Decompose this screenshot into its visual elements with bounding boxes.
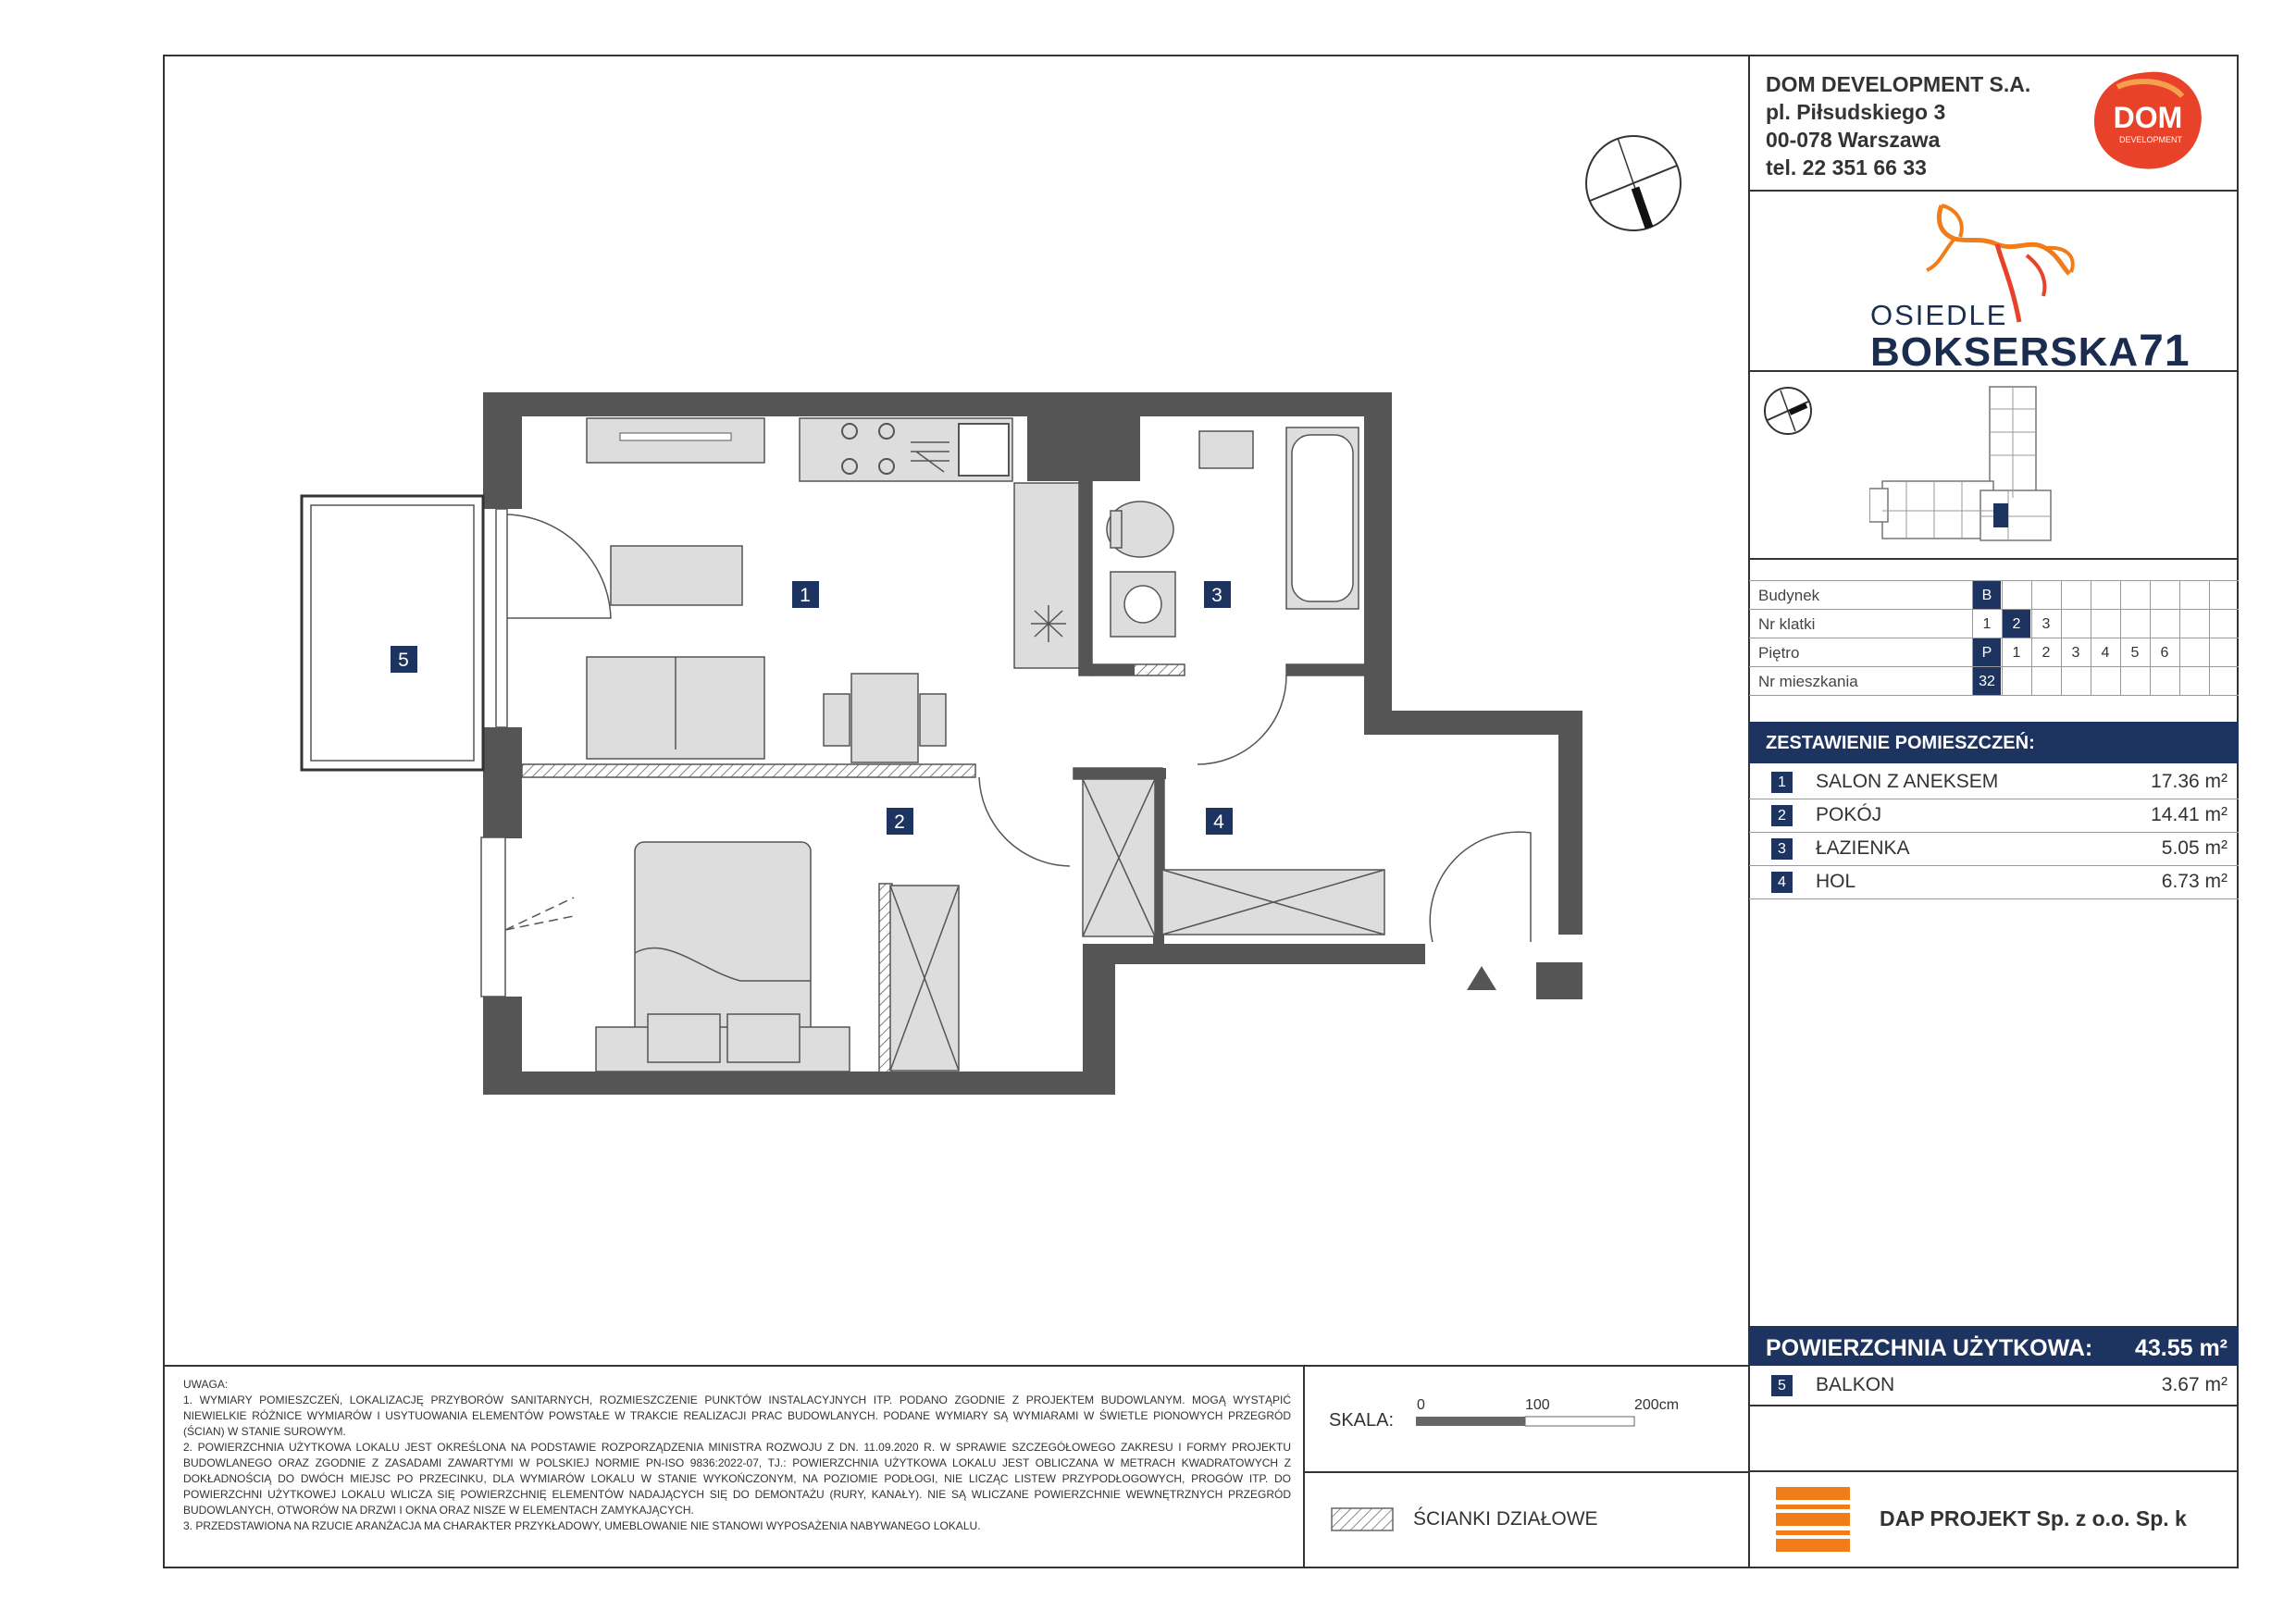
location-grid-cell: 1 <box>1972 610 2001 638</box>
scale-tick-0: 0 <box>1417 1397 1425 1413</box>
building-key-plan <box>1869 381 2073 553</box>
location-grid-cell <box>2120 610 2149 638</box>
notes-top-line <box>163 1365 1750 1367</box>
location-grid-cell <box>2120 667 2149 696</box>
location-grid-cell: 1 <box>2002 638 2030 667</box>
company-city: 00-078 Warszawa <box>1766 128 1941 152</box>
location-grid-cell: 32 <box>1972 667 2001 696</box>
balcony-row <box>1749 1369 2239 1402</box>
location-grid-cell <box>2002 581 2030 610</box>
note-1: 1. WYMIARY POMIESZCZEŃ, LOKALIZACJĘ PRZYBORÓW SANITARNYCH, ROZMIESZCZENIE PUNKTÓW INSTALACYJNYCH ITP. PODANO ZGODNIE Z PROJEKTEM BUDOWLANYM. MOGĄ WYSTĄPIĆ NIEWIELKIE RÓŻNICE WYMIARÓW I USYTUOWANIA ELEMENTÓW POWSTAŁE W TRAKCIE REALIZACJI PRAC BUDOWLANYCH. PODANE WYMIARY SĄ WYMIARAMI W ŚWIETLE PIONOWYCH PRZEGRÓD (ŚCIAN) W STANIE SUROWYM. <box>183 1394 1291 1438</box>
plan-label-1: 1 <box>800 585 811 606</box>
balcony-divider <box>1749 1405 2239 1406</box>
location-grid-label: Nr klatki <box>1758 615 1816 633</box>
location-grid-cell <box>2031 667 2060 696</box>
designer-divider <box>1749 1470 2239 1472</box>
location-grid-cell <box>2061 610 2090 638</box>
project-name-number: 71 <box>2139 327 2191 376</box>
location-grid-cell <box>2179 581 2208 610</box>
room-name: SALON Z ANEKSEM <box>1816 771 1999 792</box>
project-name-word: BOKSERSKA <box>1870 329 2140 375</box>
location-grid-cell <box>2150 610 2178 638</box>
location-grid-cell <box>2209 638 2238 667</box>
location-grid-row <box>1749 609 2239 638</box>
location-grid-cell <box>2002 667 2030 696</box>
dap-logo-icon <box>1776 1487 1850 1552</box>
location-grid-bottom <box>1749 695 2239 696</box>
location-grid-cell <box>2061 581 2090 610</box>
room-area: 6.73 m² <box>2161 871 2228 892</box>
room-name: POKÓJ <box>1816 804 1882 825</box>
room-number: 4 <box>1771 872 1793 893</box>
project-name-line2 <box>1870 326 2191 377</box>
balcony-area: 3.67 m² <box>2161 1374 2228 1395</box>
location-grid-cell <box>2209 581 2238 610</box>
compass-icon <box>1582 132 1684 234</box>
location-grid-row <box>1749 638 2239 667</box>
location-grid-label: Budynek <box>1758 587 1820 604</box>
room-number: 2 <box>1771 805 1793 826</box>
company-name: DOM DEVELOPMENT S.A. <box>1766 72 2031 96</box>
location-grid-cell <box>2179 667 2208 696</box>
room-number: 3 <box>1771 838 1793 860</box>
location-grid-cell <box>2209 610 2238 638</box>
location-grid-cell <box>2031 581 2060 610</box>
logo-main-text: DOM <box>2113 101 2183 134</box>
plan-label-4: 4 <box>1213 812 1224 833</box>
location-grid-cell <box>2061 667 2090 696</box>
location-grid-cell: 5 <box>2120 638 2149 667</box>
company-info <box>1766 70 2030 181</box>
floor-plan <box>278 379 1610 1120</box>
total-area-value: 43.55 m² <box>2134 1335 2228 1361</box>
notes-divider <box>1303 1366 1305 1568</box>
room-area: 14.41 m² <box>2151 804 2228 825</box>
location-grid-cell: 3 <box>2061 638 2090 667</box>
room-area: 5.05 m² <box>2161 837 2228 859</box>
location-grid-cell <box>2179 610 2208 638</box>
location-grid-cell: 2 <box>2031 638 2060 667</box>
location-grid-cell <box>2091 581 2119 610</box>
location-grid-cell <box>2179 638 2208 667</box>
location-grid-cell <box>2091 667 2119 696</box>
compass-small-icon <box>1762 385 1814 437</box>
location-grid-cell <box>2209 667 2238 696</box>
room-row <box>1749 799 2239 833</box>
location-grid-cell: 2 <box>2002 610 2030 638</box>
company-street: pl. Piłsudskiego 3 <box>1766 100 1946 124</box>
designer-name: DAP PROJEKT Sp. z o.o. Sp. k <box>1880 1506 2187 1530</box>
room-name: HOL <box>1816 871 1856 892</box>
room-name: ŁAZIENKA <box>1816 837 1910 859</box>
location-grid-row <box>1749 580 2239 610</box>
dom-development-logo <box>2090 68 2206 172</box>
room-row <box>1749 832 2239 866</box>
plan-label-5: 5 <box>398 650 409 671</box>
notes-title: UWAGA: <box>183 1378 229 1391</box>
location-grid-cell: P <box>1972 638 2001 667</box>
note-2: 2. POWIERZCHNIA UŻYTKOWA LOKALU JEST OKREŚLONA NA PODSTAWIE ROZPORZĄDZENIA MINISTRA ROZWOJU Z DN. 11.09.2020 R. W SPRAWIE SZCZEGÓŁOWEGO ZAKRESU I FORMY PROJEKTU BUDOWLANEGO ORAZ ZGODNIE Z ZASADAMI ZAWARTYMI W POLSKIEJ NORMIE PN-ISO 9836:2022-07, TJ.: POWIERZCHNIA UŻYTKOWA LOKALU JEST OBLICZANA W METRACH KWADRATOWYCH Z DOKŁADNOŚCIĄ DO DWÓCH MIEJSC PO PRZECINKU, DLA WYMIARÓW LOKALU W STANIE WYKOŃCZONYM, NA POZIOMIE PODŁOGI, NIE LICZĄC LISTEW PRZYPODŁOGOWYCH, PROGÓW ITP. DO POWIERZCHNI UŻYTKOWEJ LOKALU WLICZA SIĘ POWIERZCHNIĘ ELEMENTÓW NADAJĄCYCH SIĘ DO DEMONTAŻU (RURY, KANAŁY). NIE SĄ WLICZANE POWIERZCHNIE WEWNĘTRZNYCH PRZEGRÓD BUDOWLANYCH, OTWORÓW NA DRZWI I OKNA ORAZ NISZE W ELEMENTACH ZAMYKAJĄCYCH. <box>183 1441 1291 1517</box>
header-divider <box>1749 190 2239 192</box>
project-name-line1: OSIEDLE <box>1870 299 2008 331</box>
location-grid-row <box>1749 666 2239 696</box>
scale-tick-100: 100 <box>1525 1397 1550 1413</box>
location-grid-label: Piętro <box>1758 644 1800 662</box>
location-grid-label: Nr mieszkania <box>1758 673 1858 690</box>
room-row <box>1749 865 2239 899</box>
scale-tick-200: 200cm <box>1634 1397 1680 1413</box>
notes-block <box>183 1377 1291 1534</box>
location-grid-cell <box>2150 581 2178 610</box>
location-grid-cell <box>2091 610 2119 638</box>
location-grid-cell: 6 <box>2150 638 2178 667</box>
total-area-bar <box>1749 1326 2239 1366</box>
total-area-label: POWIERZCHNIA UŻYTKOWA: <box>1766 1335 2093 1361</box>
scale-divider <box>1303 1471 1750 1473</box>
scale-bar <box>1416 1416 1638 1427</box>
logo-sub-text: DEVELOPMENT <box>2118 135 2183 144</box>
keyplan-divider <box>1749 558 2239 560</box>
location-grid-cell: 3 <box>2031 610 2060 638</box>
partition-wall-swatch <box>1331 1507 1394 1531</box>
balcony-number: 5 <box>1771 1375 1793 1396</box>
room-number: 1 <box>1771 772 1793 793</box>
partition-wall-label: ŚCIANKI DZIAŁOWE <box>1413 1508 1598 1530</box>
note-3: 3. PRZEDSTAWIONA NA RZUCIE ARANŻACJA MA CHARAKTER PRZYKŁADOWY, UMEBLOWANIE NIE STANOWI WYPOSAŻENIA NABYWANEGO LOKALU. <box>183 1519 981 1532</box>
location-grid-cell <box>2150 667 2178 696</box>
location-grid-cell <box>2120 581 2149 610</box>
scale-label: SKALA: <box>1329 1410 1395 1431</box>
rooms-header <box>1749 722 2239 763</box>
company-phone: tel. 22 351 66 33 <box>1766 155 1927 180</box>
room-area: 17.36 m² <box>2151 771 2228 792</box>
plan-label-2: 2 <box>894 812 905 833</box>
room-row <box>1749 765 2239 799</box>
location-grid-cell: 4 <box>2091 638 2119 667</box>
location-grid-cell: B <box>1972 581 2001 610</box>
balcony-name: BALKON <box>1816 1374 1895 1395</box>
plan-label-3: 3 <box>1211 585 1222 606</box>
rooms-header-text: ZESTAWIENIE POMIESZCZEŃ: <box>1766 733 2035 753</box>
